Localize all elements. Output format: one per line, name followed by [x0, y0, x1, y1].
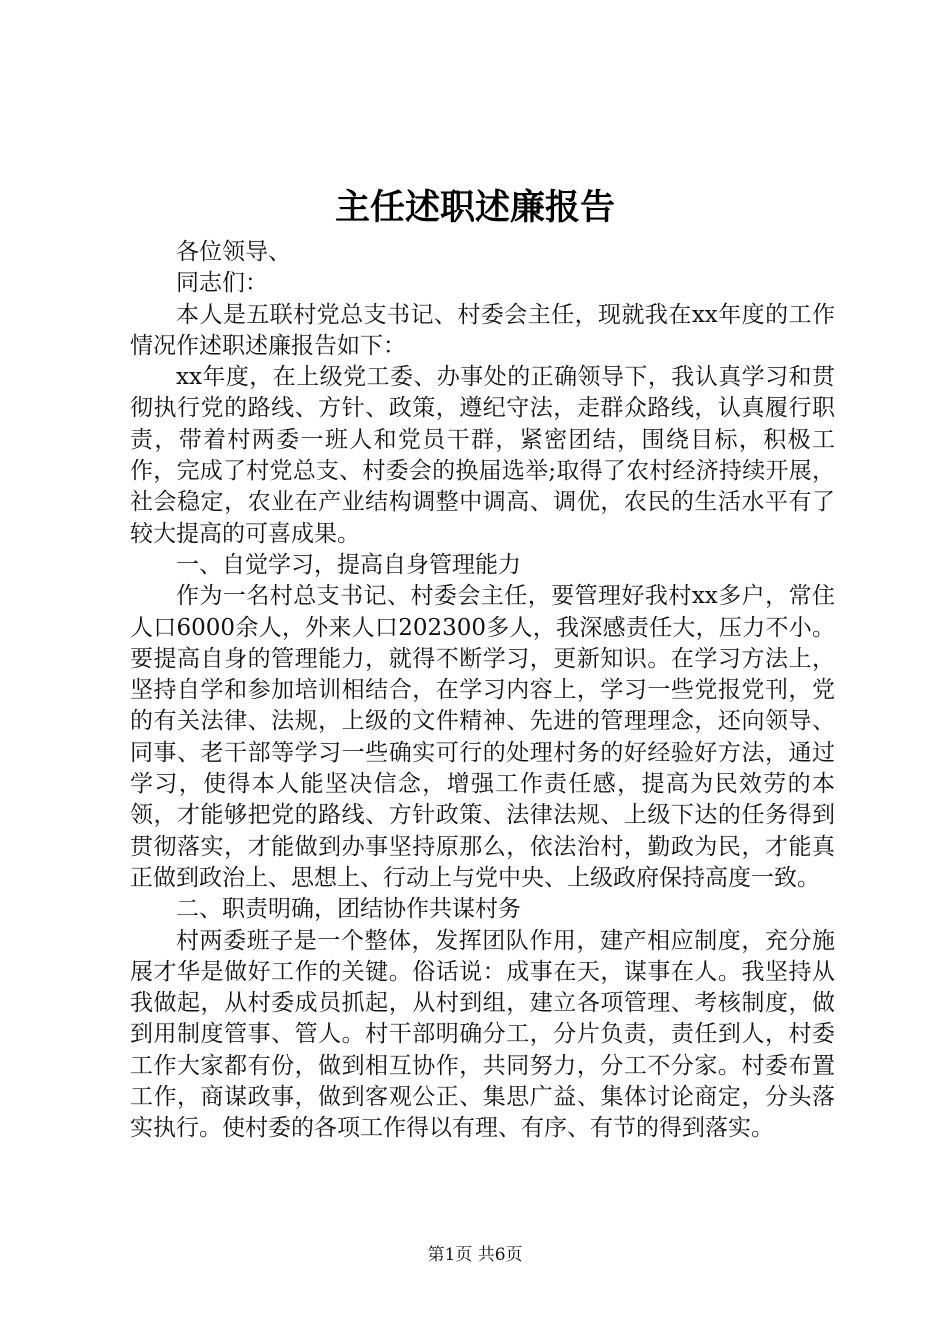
salutation-line-1: 各位领导、: [176, 239, 291, 265]
section-1-paragraph: 作为一名村总支书记、村委会主任，要管理好我村xx多户，常住人口6000余人，外来人口202300多人，我深感责任大，压力不小。要提高自身的管理能力，就得不断学习，更新知识。在学习方法上，坚持自学和参加培训相结合，在学习内容上，学习一些党报党刊，党的有关法律、法规，上级的文件精神、先进的管理理念，还向领导、同事、老干部等学习一些确实可行的处理村务的好经验好方法，通过学习，使得本人能坚决信念，增强工作责任感，提高为民效劳的本领，才能够把党的路线、方针政策、法律法规、上级下达的任务得到贯彻落实，才能做到办事坚持原那么，依法治村，勤政为民，才能真正做到政治上、思想上、行动上与党中央、上级政府保持高度一致。: [130, 583, 835, 891]
section-heading-2: 二、职责明确，团结协作共谋村务: [176, 896, 521, 923]
page-number-footer: 第1页 共6页: [427, 1245, 523, 1265]
document-body: [130, 237, 835, 1145]
overview-paragraph: xx年度，在上级党工委、办事处的正确领导下，我认真学习和贯彻执行党的路线、方针、政策，遵纪守法，走群众路线，认真履行职责，带着村两委一班人和党员干群，紧密团结，围绕目标，积极工作，完成了村党总支、村委会的换届选举;取得了农村经济持续开展，社会稳定，农业在产业结构调整中调高、调优，农民的生活水平有了较大提高的可喜成果。: [130, 364, 835, 547]
section-2-paragraph: 村两委班子是一个整体，发挥团队作用，建产相应制度，充分施展才华是做好工作的关键。俗话说：成事在天，谋事在人。我坚持从我做起，从村委成员抓起，从村到组，建立各项管理、考核制度，做到用制度管事、管人。村干部明确分工，分片负责，责任到人，村委工作大家都有份，做到相互协作，共同努力，分工不分家。村委布置工作，商谋政事，做到客观公正、集思广益、集体讨论商定，分头落实执行。使村委的各项工作得以有理、有序、有节的得到落实。: [130, 927, 835, 1142]
salutation-line-2: 同志们：: [176, 270, 268, 297]
section-heading-1: 一、自觉学习，提高自身管理能力: [176, 551, 521, 578]
intro-paragraph: 本人是五联村党总支书记、村委会主任，现就我在xx年度的工作情况作述职述廉报告如下：: [130, 301, 835, 359]
document-title: 主任述职述廉报告: [334, 187, 615, 228]
